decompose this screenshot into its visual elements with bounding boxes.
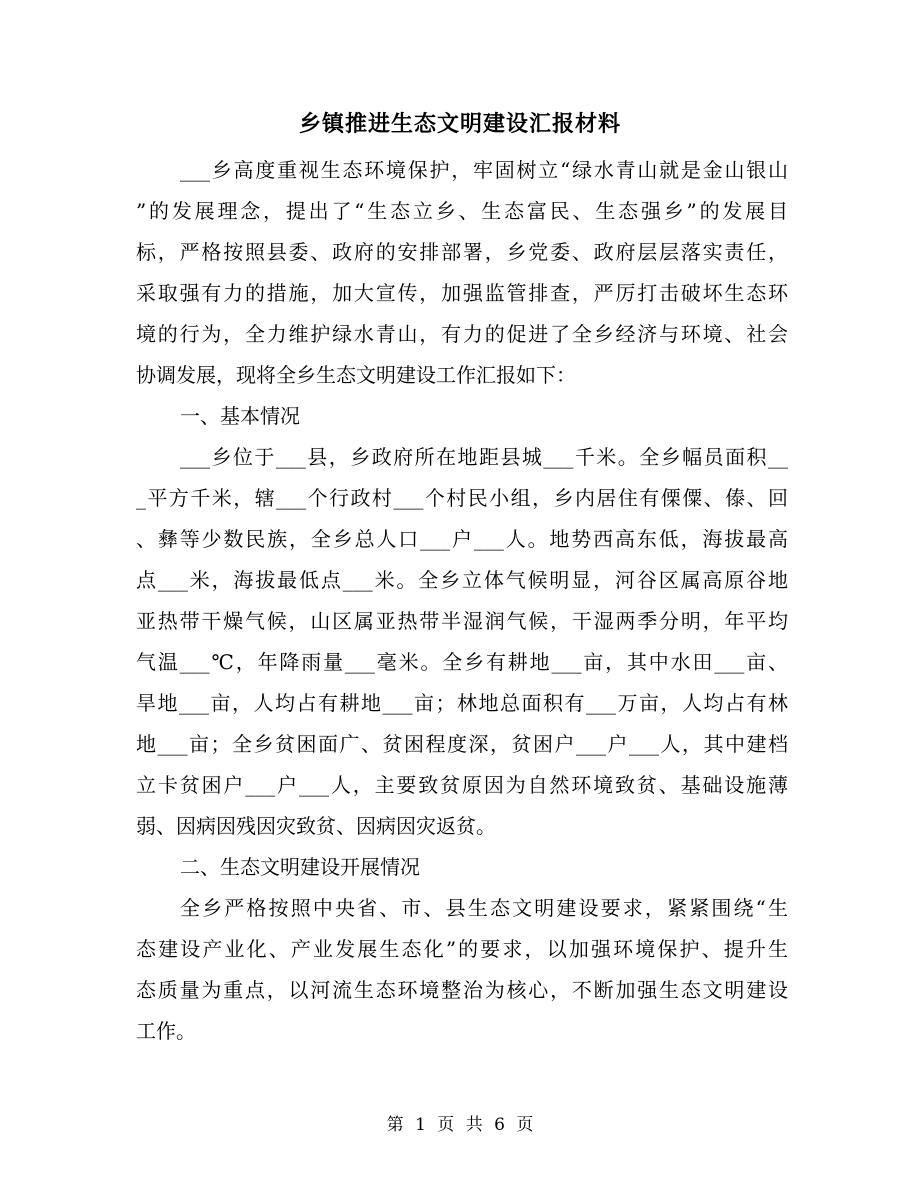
paragraph-line: 、彝等少数民族，全乡总人口___户___人。地势西高东低，海拔最高 (136, 527, 788, 551)
paragraph-line: 境的行为，全力维护绿水青山，有力的促进了全乡经济与环境、社会 (136, 322, 788, 346)
paragraph-line: 立卡贫困户___户___人，主要致贫原因为自然环境致贫、基础设施薄 (136, 773, 788, 797)
paragraph-line: 协调发展，现将全乡生态文明建设工作汇报如下： (136, 363, 576, 387)
section-heading-basic-info: 一、基本情况 (180, 404, 300, 428)
footer-label-total-unit: 页 (516, 1115, 534, 1135)
page-footer (0, 1113, 920, 1137)
paragraph-line: 工作。 (136, 1019, 196, 1043)
paragraph-line: ”的发展理念，提出了“生态立乡、生态富民、生态强乡”的发展目 (136, 199, 788, 223)
paragraph-line: 旱地___亩，人均占有耕地___亩；林地总面积有___万亩，人均占有林 (136, 691, 788, 715)
footer-current-page: 1 (415, 1115, 426, 1135)
paragraph-line: 全乡严格按照中央省、市、县生态文明建设要求，紧紧围绕“生 (180, 896, 788, 920)
paragraph-line: 采取强有力的措施，加大宣传，加强监管排查，严厉打击破坏生态环 (136, 281, 788, 305)
paragraph-line: 态质量为重点，以河流生态环境整治为核心，不断加强生态文明建设 (136, 978, 788, 1002)
paragraph-line: 地___亩；全乡贫困面广、贫困程度深，贫困户___户___人，其中建档 (136, 732, 788, 756)
section-heading-progress: 二、生态文明建设开展情况 (180, 855, 420, 879)
paragraph-line: 标，严格按照县委、政府的安排部署，乡党委、政府层层落实责任， (136, 240, 788, 264)
paragraph-line: 亚热带干燥气候，山区属亚热带半湿润气候，干湿两季分明，年平均 (136, 609, 788, 633)
footer-label-page: 第 (386, 1115, 404, 1135)
paragraph-line: 气温___℃，年降雨量___毫米。全乡有耕地___亩，其中水田___亩、 (136, 650, 788, 674)
page-title: 乡镇推进生态文明建设汇报材料 (298, 111, 621, 137)
document-body (136, 150, 788, 1052)
paragraph-line: 态建设产业化、产业发展生态化”的要求，以加强环境保护、提升生 (136, 937, 788, 961)
footer-label-page-unit: 页 (437, 1115, 455, 1135)
paragraph-line: ___乡高度重视生态环境保护，牢固树立“绿水青山就是金山银山 (180, 158, 788, 182)
paragraph-line: ___乡位于___县，乡政府所在地距县城___千米。全乡幅员面积__ (180, 445, 788, 469)
paragraph-line: 弱、因病因残因灾致贫、因病因灾返贫。 (136, 814, 496, 838)
footer-label-total: 共 (465, 1115, 483, 1135)
paragraph-line: 点___米，海拔最低点___米。全乡立体气候明显，河谷区属高原谷地 (136, 568, 788, 592)
footer-total-pages: 6 (494, 1115, 505, 1135)
paragraph-line: _平方千米，辖___个行政村___个村民小组，乡内居住有傈僳、傣、回 (136, 486, 788, 510)
